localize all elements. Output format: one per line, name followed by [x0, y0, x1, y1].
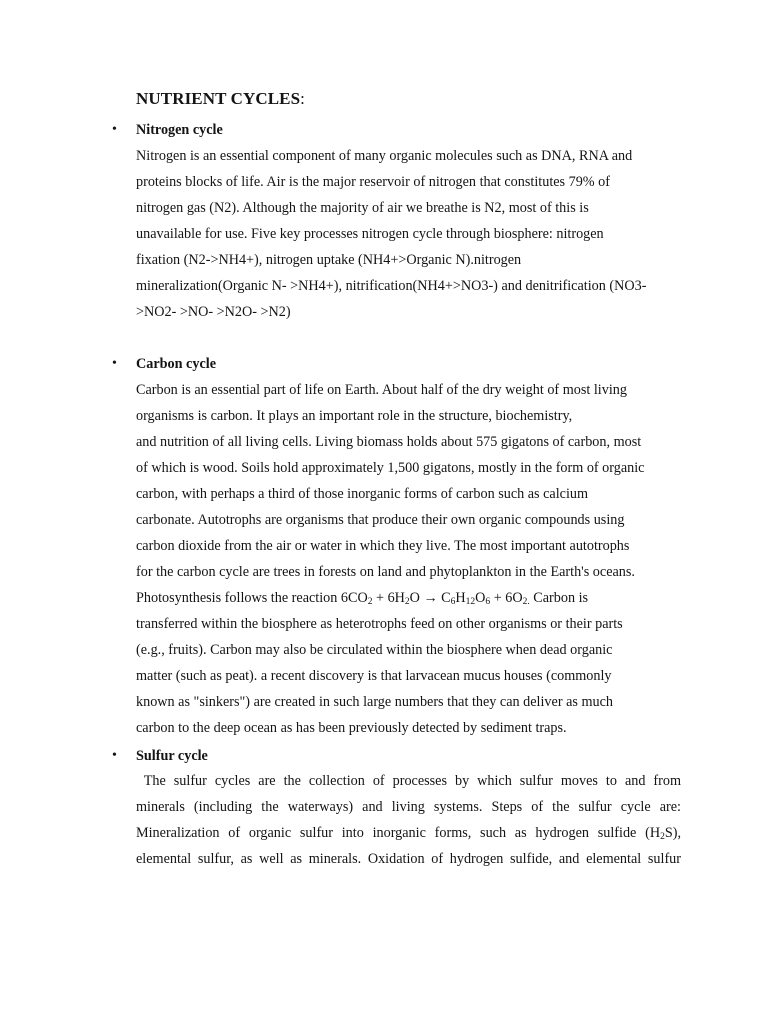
paragraph-line: known as "sinkers") are created in such large numbers that they can deliver as much — [136, 694, 613, 710]
paragraph-line: organisms is carbon. It plays an important role in the structure, biochemistry, — [136, 408, 573, 424]
paragraph-line: The sulfur cycles are the collection of processes by which sulfur moves to and from — [136, 773, 681, 789]
paragraph-line: (e.g., fruits). Carbon may also be circulated within the biosphere when dead organic — [136, 642, 613, 658]
equation-subscript: 6 — [450, 597, 456, 607]
equation-text: O → C — [409, 590, 451, 606]
paragraph-line: unavailable for use. Five key processes nitrogen cycle through biosphere: nitrogen — [136, 226, 604, 242]
equation-subscript: 2 — [367, 597, 373, 607]
paragraph-line: and nutrition of all living cells. Living biomass holds about 575 gigatons of carbon, most — [136, 434, 642, 450]
equation-subscript: 12 — [465, 597, 476, 607]
page-title-text: NUTRIENT CYCLES — [136, 89, 301, 108]
heading-sulfur-cycle: Sulfur cycle — [136, 748, 208, 764]
sulfur-paragraph — [136, 768, 681, 872]
paragraph-line: transferred within the biosphere as heterotrophs feed on other organisms or their parts — [136, 616, 623, 632]
nitrogen-paragraph — [136, 143, 681, 325]
heading-nitrogen-cycle: Nitrogen cycle — [136, 122, 223, 138]
paragraph-line: minerals (including the waterways) and living systems. Steps of the sulfur cycle are: — [136, 799, 681, 815]
photosynthesis-equation-line — [136, 585, 681, 611]
paragraph-line: Nitrogen is an essential component of many organic molecules such as DNA, RNA and — [136, 148, 633, 164]
bullet-nitrogen: • — [112, 122, 117, 137]
carbon-paragraph — [136, 377, 681, 741]
paragraph-line: matter (such as peat). a recent discovery is that larvacean mucus houses (commonly — [136, 668, 612, 684]
equation-text: Carbon is — [529, 590, 589, 606]
paragraph-line: carbonate. Autotrophs are organisms that produce their own organic compounds using — [136, 512, 625, 528]
page-title — [136, 89, 305, 109]
paragraph-line: of which is wood. Soils hold approximately 1,500 gigatons, mostly in the form of organic — [136, 460, 645, 476]
paragraph-line: carbon to the deep ocean as has been previously detected by sediment traps. — [136, 720, 567, 736]
equation-text: O — [475, 590, 486, 606]
paragraph-line: nitrogen gas (N2). Although the majority of air we breathe is N2, most of this is — [136, 200, 589, 216]
paragraph-line: elemental sulfur, as well as minerals. Oxidation of hydrogen sulfide, and elemental sulfur — [136, 851, 681, 867]
hydrogen-sulfide-line — [136, 820, 681, 846]
bullet-carbon: • — [112, 356, 117, 371]
paragraph-line: >NO2- >NO- >N2O- >N2) — [136, 304, 291, 320]
paragraph-line: proteins blocks of life. Air is the major reservoir of nitrogen that constitutes 79% of — [136, 174, 610, 190]
paragraph-line: Carbon is an essential part of life on Earth. About half of the dry weight of most living — [136, 382, 627, 398]
heading-carbon-cycle: Carbon cycle — [136, 356, 216, 372]
paragraph-line: for the carbon cycle are trees in forests on land and phytoplankton in the Earth's oceans. — [136, 564, 635, 580]
equation-subscript: 2. — [522, 597, 530, 607]
paragraph-line: mineralization(Organic N- >NH4+), nitrification(NH4+>NO3-) and denitrification (NO3- — [136, 278, 647, 294]
equation-text: H — [455, 590, 466, 606]
page-title-colon: : — [300, 89, 305, 108]
paragraph-line: carbon dioxide from the air or water in which they live. The most important autotrophs — [136, 538, 630, 554]
equation-subscript: 6 — [485, 597, 491, 607]
h2s-subscript: 2 — [660, 832, 665, 842]
equation-subscript: 2 — [404, 597, 410, 607]
h2s-text: S), — [664, 825, 681, 841]
equation-text: Photosynthesis follows the reaction 6CO — [136, 590, 368, 606]
h2s-text: Mineralization of organic sulfur into inorganic forms, such as hydrogen sulfide (H — [136, 825, 661, 841]
bullet-sulfur: • — [112, 748, 117, 763]
paragraph-line: carbon, with perhaps a third of those inorganic forms of carbon such as calcium — [136, 486, 589, 502]
paragraph-line: fixation (N2->NH4+), nitrogen uptake (NH4+>Organic N).nitrogen — [136, 252, 522, 268]
equation-text: + 6H — [372, 590, 405, 606]
equation-text: + 6O — [490, 590, 523, 606]
